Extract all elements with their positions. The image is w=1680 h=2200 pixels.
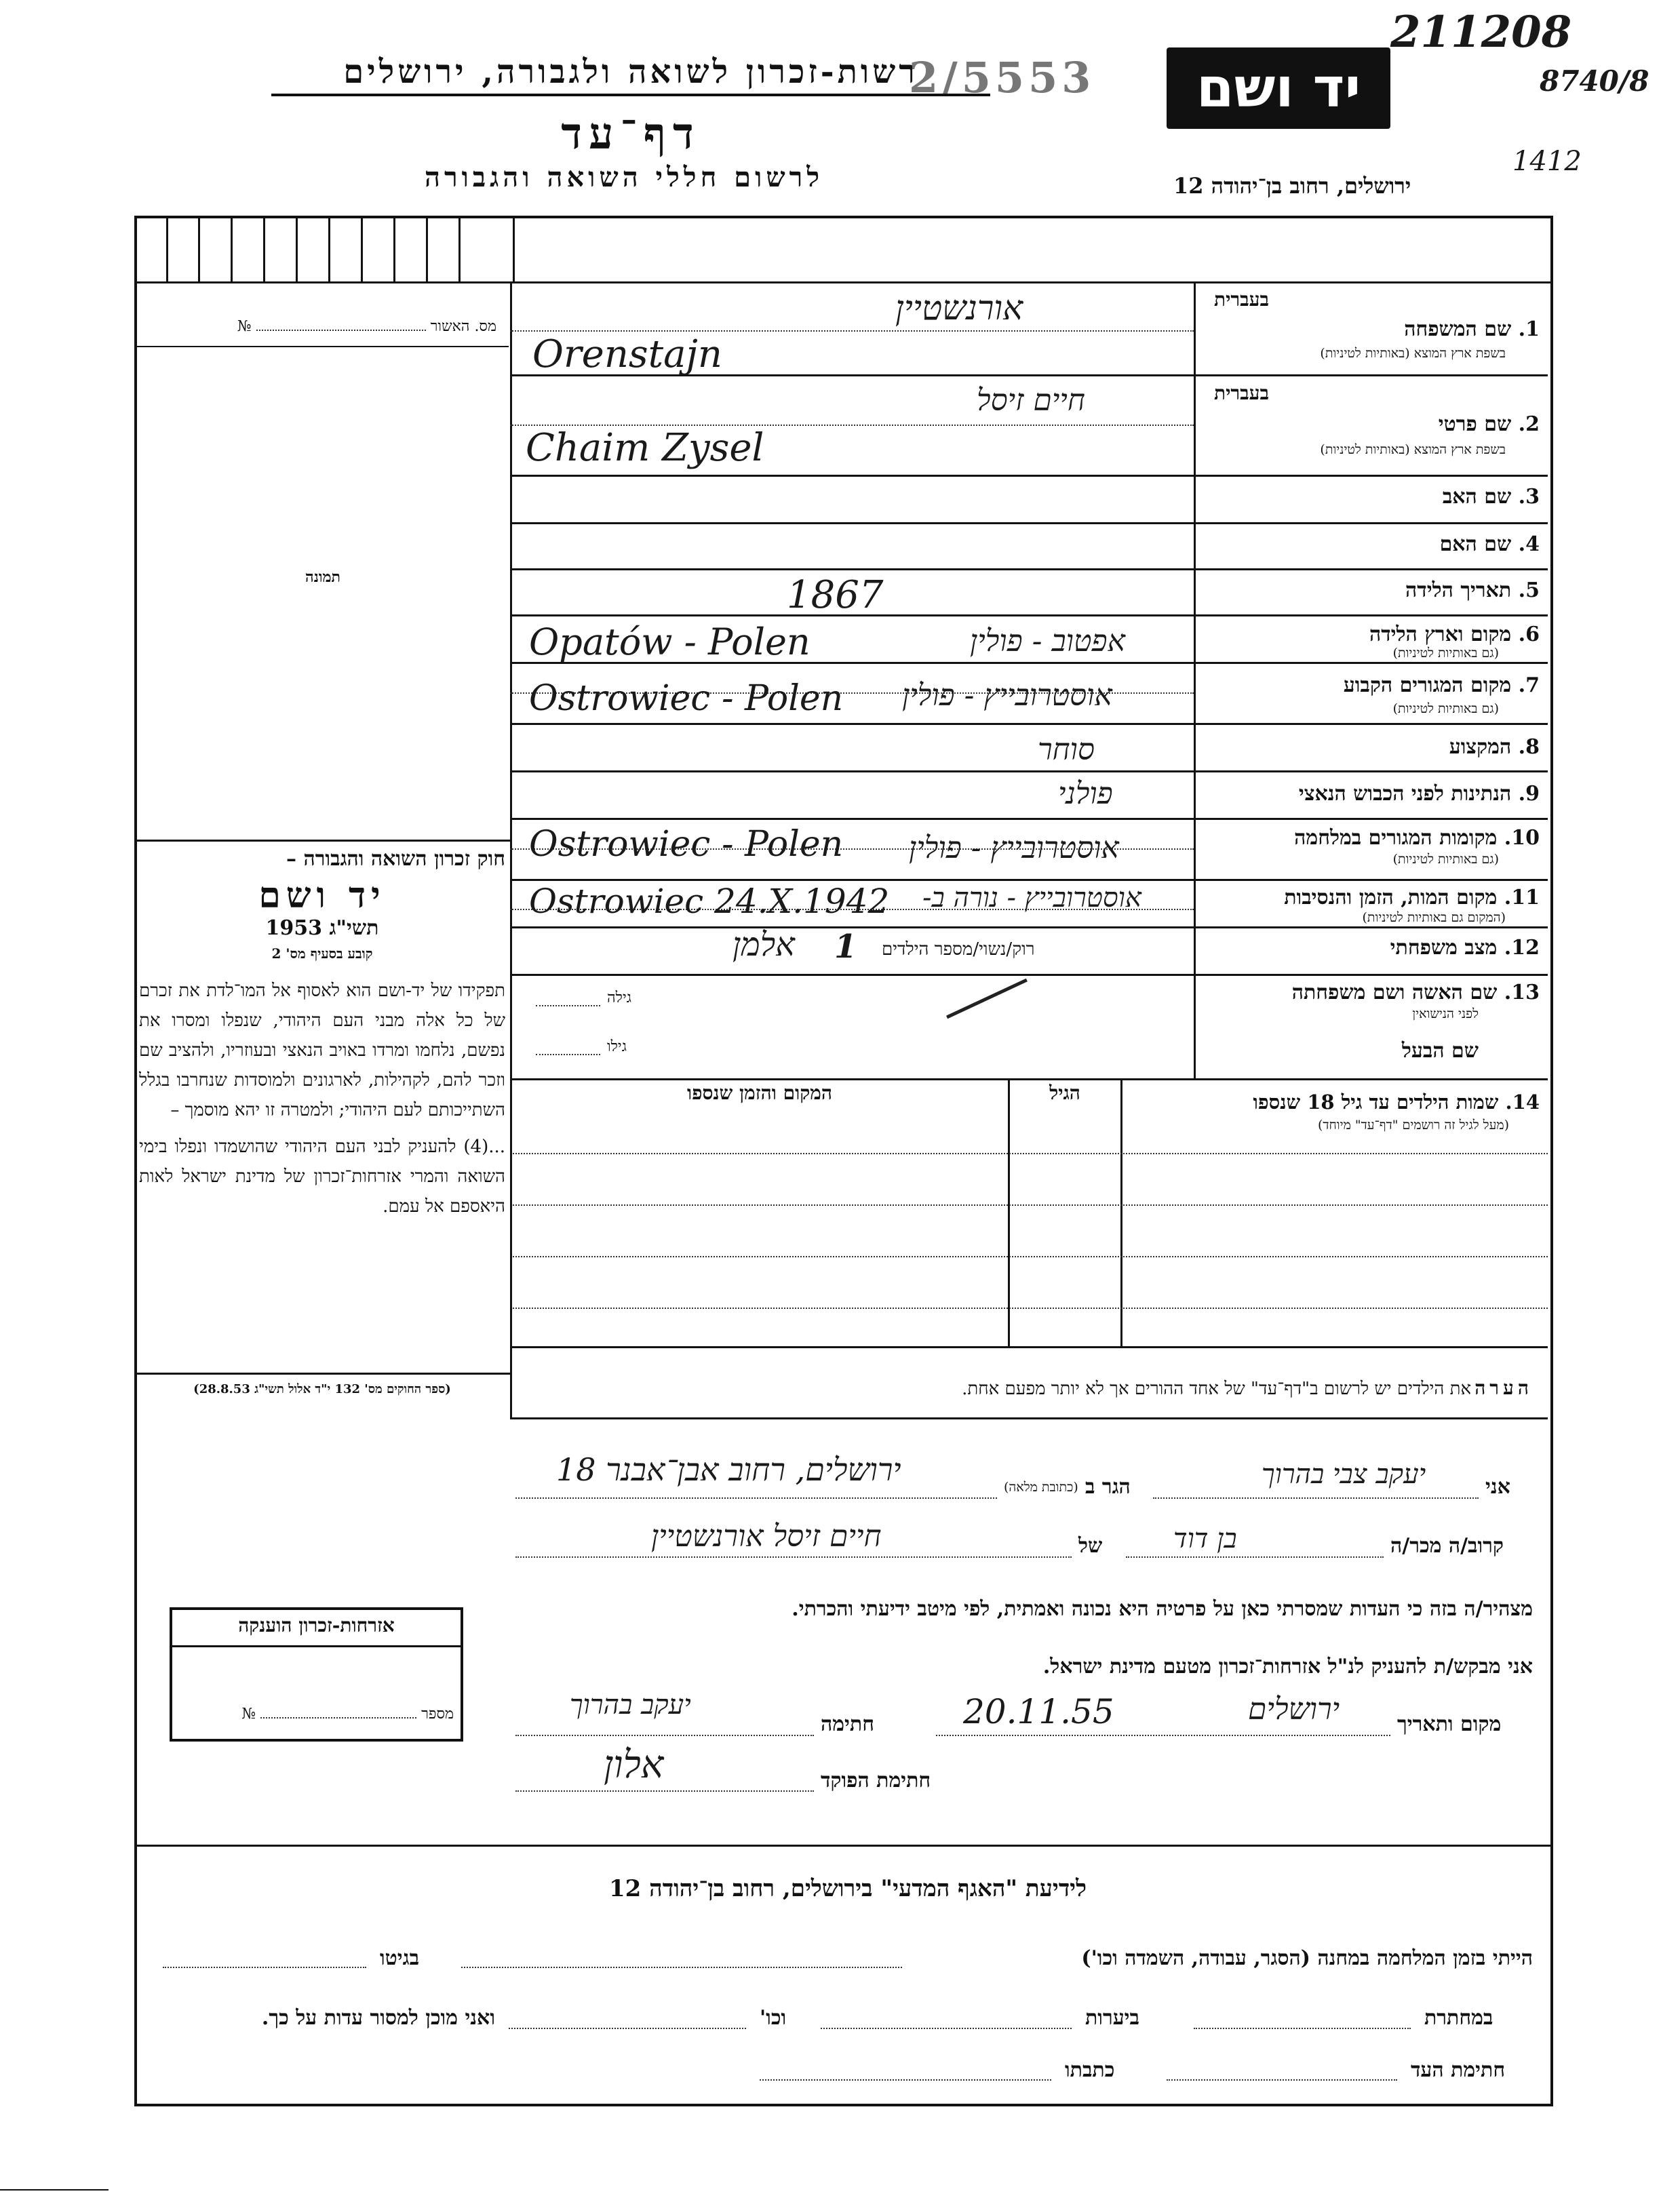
field-8-value[interactable]: סוחר <box>1038 732 1095 767</box>
lives-at-label: הגר ב <box>1085 1475 1131 1499</box>
officer-label: חתימת הפוקד <box>821 1769 931 1792</box>
field-7-num: 7. <box>1518 673 1540 697</box>
field-3 <box>1207 485 1540 509</box>
field-9-label: הנתינות לפני הכבוש הנאצי <box>1298 782 1512 806</box>
relation-value[interactable]: בן דוד <box>1173 1523 1237 1554</box>
field-12-num: 12. <box>1504 936 1540 960</box>
relative-name[interactable]: חיים זיסל אורנשטיין <box>651 1519 882 1554</box>
footer-etc-label: וכו' <box>760 2006 787 2030</box>
place-header: המקום והזמן שנספו <box>687 1082 832 1104</box>
footer-forests-label: ביערות <box>1085 2006 1140 2030</box>
field-1-label: שם המשפחה <box>1404 317 1512 341</box>
age-header: הגיל <box>1049 1082 1080 1104</box>
footer-underground-label: במחתרת <box>1424 2006 1493 2030</box>
field-5-label: תאריך הלידה <box>1405 578 1512 602</box>
law-title: חוק זכרון השואה והגבורה – <box>286 847 505 871</box>
footer-ready-label: ואני מוכן למסור עדות על כך. <box>261 2006 495 2030</box>
institute-name: רשות-זכרון לשואה ולגבורה, ירושלים <box>271 53 990 96</box>
field-13-num: 13. <box>1504 981 1540 1004</box>
field-2-side: בעברית <box>1214 382 1270 404</box>
field-4-num: 4. <box>1518 532 1540 556</box>
field-4 <box>1207 532 1540 556</box>
stamped-number: 2/5553 <box>909 53 1095 102</box>
field-4-label: שם האם <box>1439 532 1512 556</box>
yad-vashem-logo <box>1167 47 1390 129</box>
handwritten-side-number: 8740/8 <box>1540 64 1649 98</box>
place-date-label: מקום ותאריך <box>1397 1712 1502 1736</box>
field-5-num: 5. <box>1518 578 1540 602</box>
record-no-label <box>144 317 496 335</box>
law-clause: קובע בסעיף מס' 2 <box>271 945 373 962</box>
footer-camp-label: הייתי בזמן המלחמה במחנה (הסגר, עבודה, השמדה וכו') <box>1081 1946 1533 1970</box>
marital-children[interactable]: 1 <box>834 928 857 966</box>
field-10-sub: (גם באותיות לטיניות) <box>1392 852 1499 867</box>
citizenship-title: אזרחות-זכרון הוענקה <box>238 1614 395 1636</box>
handwritten-1412: 1412 <box>1512 146 1582 177</box>
footer-title: לידיעת "האגף המדעי" בירושלים, רחוב בן־יהודה 12 <box>609 1875 1087 1902</box>
field-10-value-lat[interactable]: Ostrowiec - Polen <box>529 824 844 865</box>
field-7-value-he[interactable]: אוסטרובייץ - פולין <box>902 678 1112 713</box>
note-label: הערה <box>1474 1377 1533 1399</box>
field-2-value-lat[interactable]: Chaim Zysel <box>526 426 764 470</box>
of-label: של <box>1078 1534 1103 1558</box>
footer-ghetto-label: בגיטו <box>380 1946 420 1970</box>
field-2-num: 2. <box>1518 412 1540 436</box>
field-6-label: מקום וארץ הלידה <box>1369 623 1512 646</box>
age-f-label: גילה <box>607 989 631 1006</box>
address: ירושלים, רחוב בן־יהודה 12 <box>1173 173 1411 199</box>
field-9-num: 9. <box>1518 782 1540 806</box>
law-year: תשי"ג 1953 <box>265 916 379 940</box>
marital-value[interactable]: אלמן <box>732 926 795 964</box>
field-14-label: שמות הילדים עד גיל 18 שנספו <box>1253 1091 1499 1114</box>
officer-signature[interactable]: אלון <box>604 1743 664 1787</box>
field-2-label: שם פרטי <box>1438 412 1512 436</box>
citizenship-box <box>170 1607 463 1742</box>
field-8-num: 8. <box>1518 735 1540 759</box>
field-7-sub: (גם באותיות לטיניות) <box>1392 701 1499 716</box>
field-6-num: 6. <box>1518 623 1540 646</box>
field-7-value-lat[interactable]: Ostrowiec - Polen <box>529 678 844 719</box>
photo-label: תמונה <box>305 568 340 586</box>
footer-address-label: כתבתו <box>1065 2058 1115 2082</box>
record-no-text: מס. האשור <box>430 318 496 335</box>
field-1-value-lat[interactable]: Orenstajn <box>532 332 722 376</box>
field-8-label: המקצוע <box>1449 735 1512 759</box>
field-3-num: 3. <box>1518 485 1540 509</box>
field-6-value-lat[interactable]: Opatów - Polen <box>529 621 810 663</box>
note <box>678 1377 1533 1400</box>
field-7-label: מקום המגורים הקבוע <box>1343 673 1512 697</box>
date-value[interactable]: 20.11.55 <box>963 1692 1114 1731</box>
field-9-value[interactable]: פולני <box>1058 777 1113 811</box>
field-5-value[interactable]: 1867 <box>787 573 884 617</box>
field-2-sub: בשפת ארץ המוצא (באותיות לטיניות) <box>1320 442 1506 457</box>
field-11-sub: (המקום גם באותיות לטיניות) <box>1362 910 1506 925</box>
field-10-label: מקומות המגורים במלחמה <box>1294 826 1498 850</box>
field-13-label: שם האשה ושם משפחתה <box>1291 981 1498 1004</box>
marital-options: רוק/נשוי/מספר הילדים <box>882 939 1035 960</box>
husband-label: שם הבעל <box>1401 1039 1479 1063</box>
field-13-sub: לפני הנישואין <box>1412 1006 1479 1021</box>
field-6-value-he[interactable]: אפטוב - פולין <box>970 624 1125 659</box>
request-text: אני מבקש/ת להעניק לנ"ל אזרחות־זכרון מטעם מדינת ישראל. <box>1042 1655 1533 1678</box>
declarant-name[interactable]: יעקב צבי בהרוך <box>1262 1459 1426 1490</box>
place-value[interactable]: ירושלים <box>1248 1692 1340 1727</box>
form-title: דף־עד <box>561 109 701 159</box>
field-3-label: שם האב <box>1442 485 1512 509</box>
full-address-hint: (כתובת מלאה) <box>1004 1480 1078 1495</box>
law-para1: תפקידו של יד-ושם הוא לאסוף אל המו־לדת את זכרם של כל אלה מבני העם היהודי, שנפלו ומסרו את נפשם, נלחמו ומרדו באויב הנאצי ובעוזריו, ולהציב שם וזכר להם, לקהילות, לארגונים ולמוסדות שנחרבו בגלל השתייכותם לעם היהודי; ולמטרה זו יהא מוסמך – <box>139 981 505 1120</box>
age-m-label: גילו <box>607 1038 627 1055</box>
field-10-num: 10. <box>1504 826 1540 850</box>
field-1-side: בעברית <box>1214 288 1270 311</box>
field-11-label: מקום המות, הזמן והנסיבות <box>1284 886 1498 909</box>
note-text: את הילדים יש לרשום ב"דף־עד" של אחד ההורים אך לא יותר מפעם אחת. <box>962 1379 1472 1399</box>
field-10-value-he[interactable]: אוסטרובייץ - פולין <box>909 831 1119 865</box>
law-name: יד ושם <box>258 875 386 916</box>
field-1-num: 1. <box>1518 317 1540 341</box>
logo-text: יד ושם <box>1196 56 1361 119</box>
citizenship-no-mark: № <box>241 1706 256 1723</box>
field-11-num: 11. <box>1504 886 1540 909</box>
no-mark: № <box>237 318 252 335</box>
field-14-num: 14. <box>1505 1091 1540 1114</box>
field-6-sub: (גם באותיות לטיניות) <box>1392 646 1499 661</box>
field-1-sub: בשפת ארץ המוצא (באותיות לטיניות) <box>1320 346 1506 361</box>
field-1-value-he[interactable]: אורנשטיין <box>895 288 1023 328</box>
handwritten-top-number: 211208 <box>1390 7 1572 58</box>
footer-witness-signature-label: חתימת העד <box>1411 2058 1506 2082</box>
field-2-value-he[interactable]: חיים זיסל <box>977 383 1085 418</box>
field-14-sub: (מעל לגיל זה רושמים "דף־עד" מיוחד) <box>1317 1118 1509 1133</box>
address-value[interactable]: ירושלים, רחוב אבן־אבנר 18 <box>556 1451 901 1488</box>
photo-box <box>137 283 509 840</box>
law-source: (ספר החוקים מס' 132 י"ד אלול תשי"ג 28.8.53) <box>193 1382 451 1396</box>
crop-mark <box>0 2189 109 2191</box>
field-11-value-lat[interactable]: Ostrowiec 24.X.1942 <box>529 882 890 921</box>
law-text <box>139 844 505 1221</box>
law-para2: ...(4) להעניק לבני העם היהודי שהושמדו ונפלו בימי השואה והמרי אזרחות־זכרון של מדינת ישראל לאות היאספם אל עמם. <box>139 1137 505 1217</box>
signature-value[interactable]: יעקב בהרוך <box>570 1689 691 1721</box>
field-11-value-he[interactable]: אוסטרובייץ - נורה ב- <box>922 882 1141 914</box>
declares-text: מצהיר/ה בזה כי העדות שמסרתי כאן על פרטיה היא נכונה ואמתית, לפי מיטב ידיעתי והכרתי. <box>792 1597 1533 1621</box>
field-12-label: מצב משפחתי <box>1390 936 1498 960</box>
signature-label: חתימה <box>821 1712 874 1736</box>
citizenship-number-label: מספר <box>421 1706 454 1723</box>
ani-label: אני <box>1485 1475 1510 1499</box>
form-subtitle: לרשום חללי השואה והגבורה <box>424 161 824 193</box>
relative-label: קרוב/ה מכר/ה <box>1390 1534 1504 1558</box>
